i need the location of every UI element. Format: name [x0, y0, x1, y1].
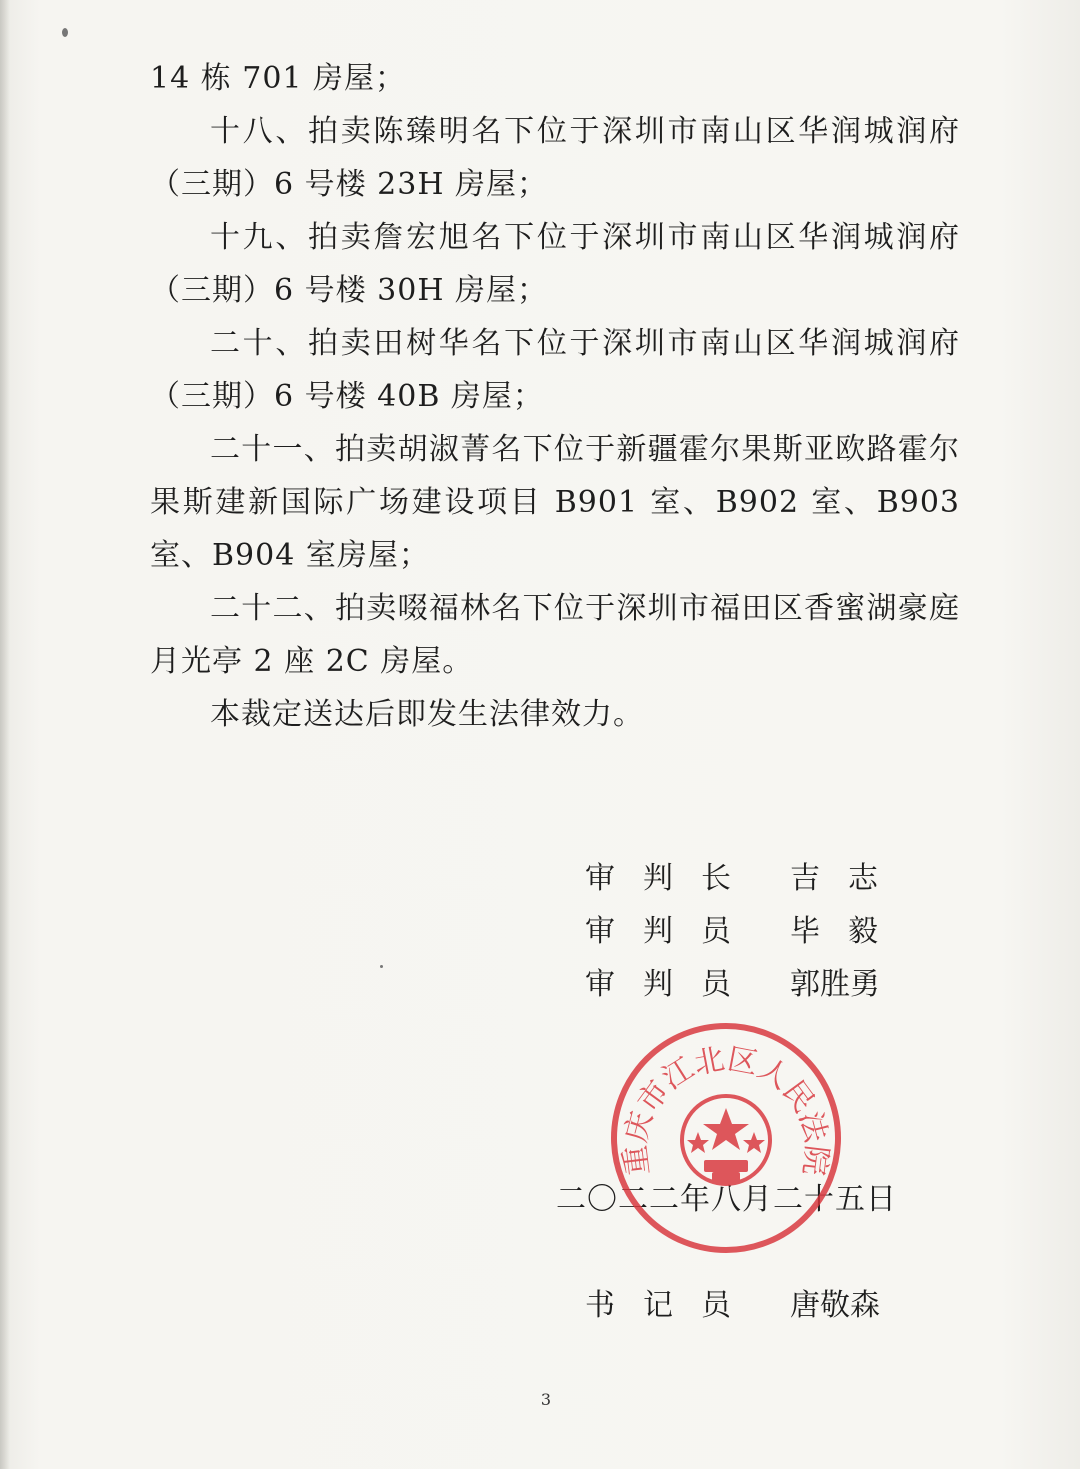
signature-judge-1 — [585, 906, 906, 949]
paragraph-item-20: 二十、拍卖田树华名下位于深圳市南山区华润城润府（三期）6 号楼 40B 房屋； — [150, 326, 960, 414]
signature-role: 审判长 — [585, 861, 759, 896]
national-emblem-icon — [682, 1096, 770, 1184]
paragraph-continuation: 14 栋 701 房屋； — [150, 61, 407, 96]
paragraph-item-21: 二十一、拍卖胡淑菁名下位于新疆霍尔果斯亚欧路霍尔果斯建新国际广场建设项目 B901 室、B902 室、B903 室、B904 室房屋； — [150, 432, 960, 573]
paragraph-item-19: 十九、拍卖詹宏旭名下位于深圳市南山区华润城润府（三期）6 号楼 30H 房屋； — [150, 220, 960, 308]
signature-name: 郭胜勇 — [790, 967, 880, 1002]
scan-edge-shadow — [0, 0, 10, 1469]
page-number: 3 — [540, 1390, 552, 1409]
clerk-name: 唐敬森 — [790, 1288, 880, 1323]
ruling-body — [150, 52, 960, 741]
signature-clerk — [585, 1280, 885, 1323]
signature-judge-2 — [585, 959, 885, 1002]
paragraph-item-18: 十八、拍卖陈臻明名下位于深圳市南山区华润城润府（三期）6 号楼 23H 房屋； — [150, 114, 960, 202]
paragraph-item-22: 二十二、拍卖啜福林名下位于深圳市福田区香蜜湖豪庭月光亭 2 座 2C 房屋。 — [150, 591, 960, 679]
paragraph-effective-clause: 本裁定送达后即发生法律效力。 — [210, 697, 644, 732]
signature-name: 吉志 — [790, 861, 906, 896]
signature-role: 审判员 — [585, 967, 759, 1002]
ruling-date: 二〇二二年八月二十五日 — [556, 1182, 897, 1217]
signature-role: 审判员 — [585, 914, 759, 949]
clerk-role: 书记员 — [585, 1288, 759, 1323]
scan-speck — [380, 965, 383, 968]
signature-name: 毕毅 — [790, 914, 906, 949]
signature-presiding-judge — [585, 853, 906, 896]
court-seal — [608, 1020, 844, 1256]
seal-text: 重庆市江北区人民法院 — [617, 1041, 835, 1178]
scan-speck — [62, 28, 68, 37]
